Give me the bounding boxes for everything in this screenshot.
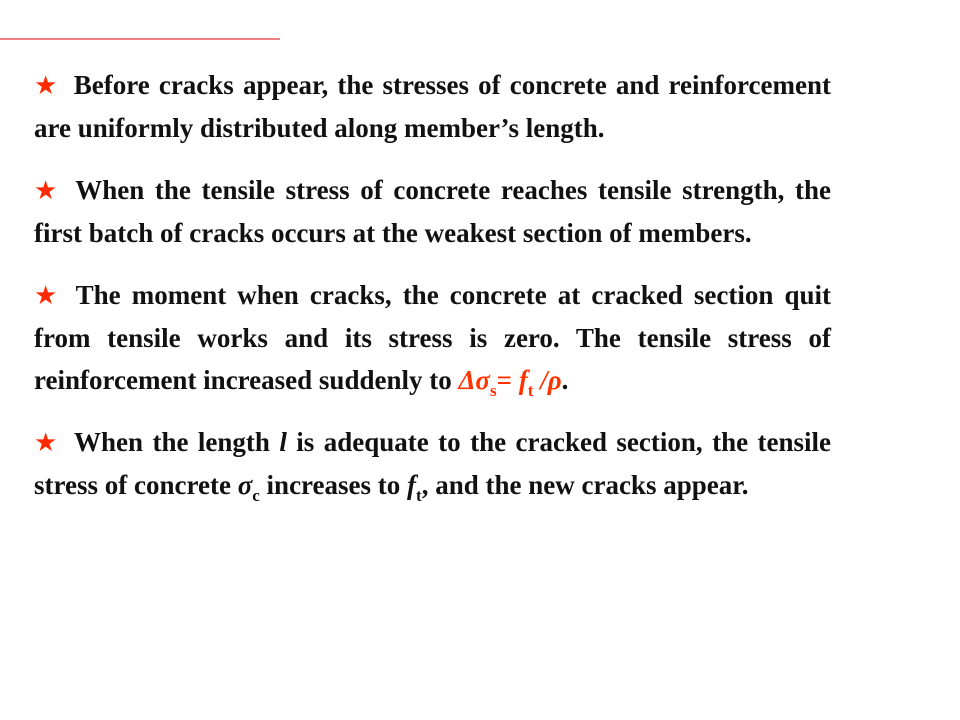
slash-symbol: / [540, 365, 548, 395]
star-bullet-icon: ★ [34, 71, 60, 101]
f-symbol: f [518, 365, 528, 395]
paragraph-text-d: , and the new cracks appear. [421, 470, 749, 500]
paragraph-text-c: increases to [266, 470, 401, 500]
slide-body [34, 64, 831, 526]
star-bullet-icon: ★ [34, 176, 62, 206]
length-symbol: l [279, 427, 287, 457]
paragraph-crack-moment [34, 274, 831, 401]
f-subscript: t [527, 381, 534, 400]
sentence-end: . [561, 365, 569, 395]
delta-symbol: Δ [458, 365, 476, 395]
sigma-subscript: s [489, 381, 497, 400]
paragraph-text: When the tensile stress of concrete reaches tensile strength, the first batch of cracks occurs at the weakest section of members. [34, 175, 832, 248]
paragraph-text: The moment when cracks, the concrete at cracked section quit from tensile works and its stress is zero. The tensile stress of reinforcement increased suddenly to [34, 280, 831, 395]
star-bullet-icon: ★ [34, 281, 62, 311]
star-bullet-icon: ★ [34, 428, 60, 458]
sigma-symbol: σ [475, 365, 490, 395]
equals-sign: = [496, 365, 512, 395]
f-subscript: t [416, 486, 422, 505]
paragraph-first-cracks [34, 169, 831, 254]
paragraph-text-b: is adequate to the cracked section, the tensile stress of concrete [34, 427, 831, 500]
stress-increment-formula [458, 365, 562, 400]
paragraph-before-cracks [34, 64, 831, 149]
top-accent-rule [0, 38, 280, 40]
f-symbol: f [407, 470, 417, 500]
paragraph-text: Before cracks appear, the stresses of concrete and reinforcement are uniformly distributed along member’s length. [34, 70, 831, 143]
paragraph-text-a: When the length [74, 427, 270, 457]
sigma-subscript: c [252, 486, 260, 505]
paragraph-new-cracks [34, 421, 831, 506]
sigma-symbol: σ [237, 470, 253, 500]
rho-symbol: ρ [547, 365, 562, 395]
